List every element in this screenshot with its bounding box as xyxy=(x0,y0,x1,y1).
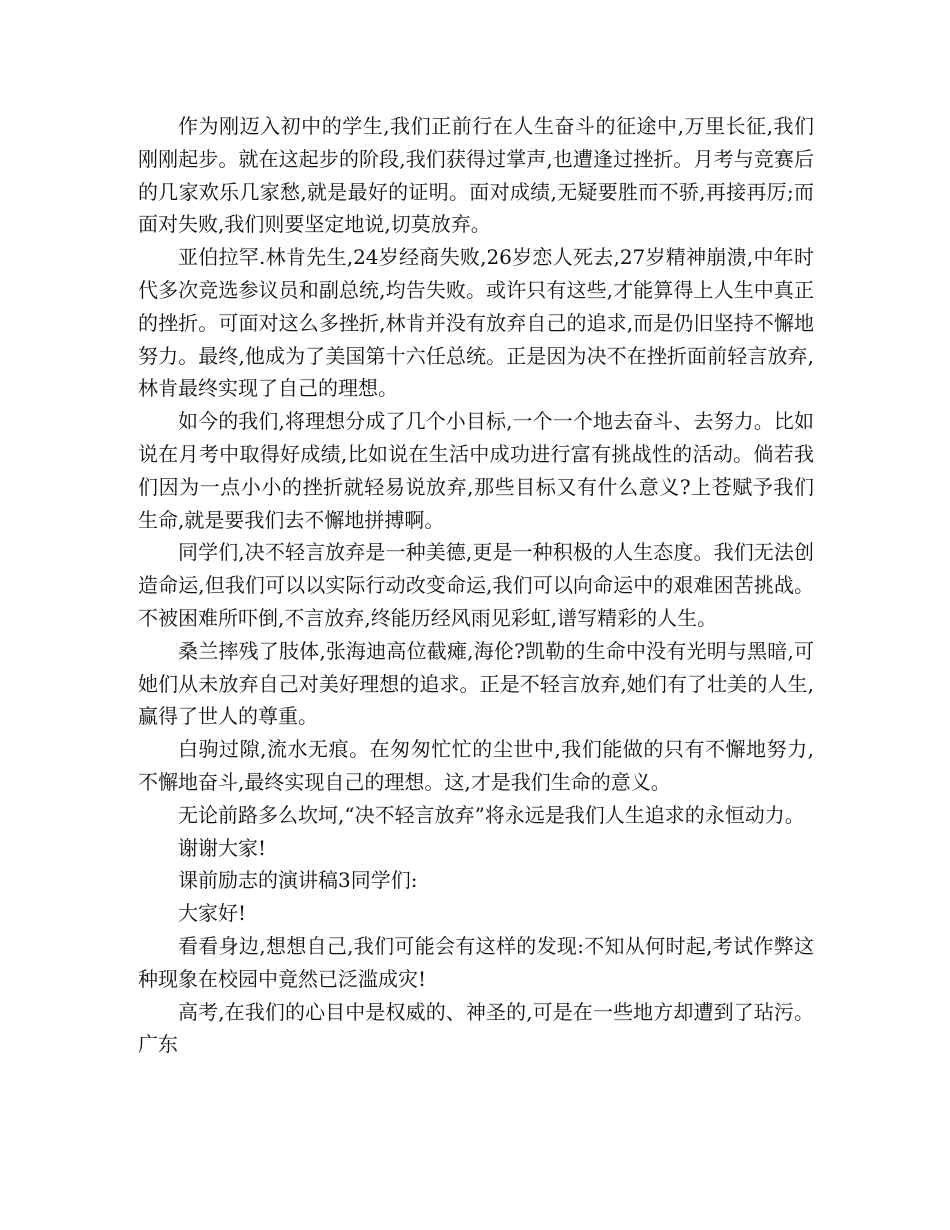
paragraph: 谢谢大家! xyxy=(178,835,267,860)
paragraph: 白驹过隙,流水无痕。在匆匆忙忙的尘世中,我们能做的只有不懈地努力,不懈地奋斗,最终实现自己的理想。这,才是我们生命的意义。 xyxy=(138,737,814,794)
paragraph: 桑兰摔残了肢体,张海迪高位截瘫,海伦?凯勒的生命中没有光明与黑暗,可她们从未放弃自己对美好理想的追求。正是不轻言放弃,她们有了壮美的人生,赢得了世人的尊重。 xyxy=(138,638,814,729)
paragraph: 无论前路多么坎坷,“决不轻言放弃”将永远是我们人生追求的永恒动力。 xyxy=(178,802,805,827)
paragraph: 大家好! xyxy=(178,901,247,926)
paragraph: 课前励志的演讲稿3同学们: xyxy=(178,868,418,893)
paragraph: 如今的我们,将理想分成了几个小目标,一个一个地去奋斗、去努力。比如说在月考中取得好成绩,比如说在生活中成功进行富有挑战性的活动。倘若我们因为一点小小的挫折就轻易说放弃,那些目标又有什么意义?上苍赋予我们生命,就是要我们去不懈地拼搏啊。 xyxy=(138,409,814,532)
paragraph: 同学们,决不轻言放弃是一种美德,更是一种积极的人生态度。我们无法创造命运,但我们可以以实际行动改变命运,我们可以向命运中的艰难困苦挑战。不被困难所吓倒,不言放弃,终能历经风雨见彩虹,谱写精彩的人生。 xyxy=(138,540,814,630)
paragraph: 高考,在我们的心目中是权威的、神圣的,可是在一些地方却遭到了玷污。广东 xyxy=(138,999,814,1057)
paragraph: 作为刚迈入初中的学生,我们正前行在人生奋斗的征途中,万里长征,我们刚刚起步。就在这起步的阶段,我们获得过掌声,也遭逢过挫折。月考与竞赛后的几家欢乐几家愁,就是最好的证明。面对成绩,无疑要胜而不骄,再接再厉;而面对失败,我们则要坚定地说,切莫放弃。 xyxy=(138,114,814,237)
document-body xyxy=(138,110,814,1061)
paragraph: 看看身边,想想自己,我们可能会有这样的发现:不知从何时起,考试作弊这种现象在校园中竟然已泛滥成灾! xyxy=(138,933,814,991)
paragraph: 亚伯拉罕.林肯先生,24岁经商失败,26岁恋人死去,27岁精神崩溃,中年时代多次竞选参议员和副总统,均告失败。或许只有这些,才能算得上人生中真正的挫折。可面对这么多挫折,林肯并没有放弃自己的追求,而是仍旧坚持不懈地努力。最终,他成为了美国第十六任总统。正是因为决不在挫折面前轻言放弃,林肯最终实现了自己的理想。 xyxy=(138,245,814,401)
